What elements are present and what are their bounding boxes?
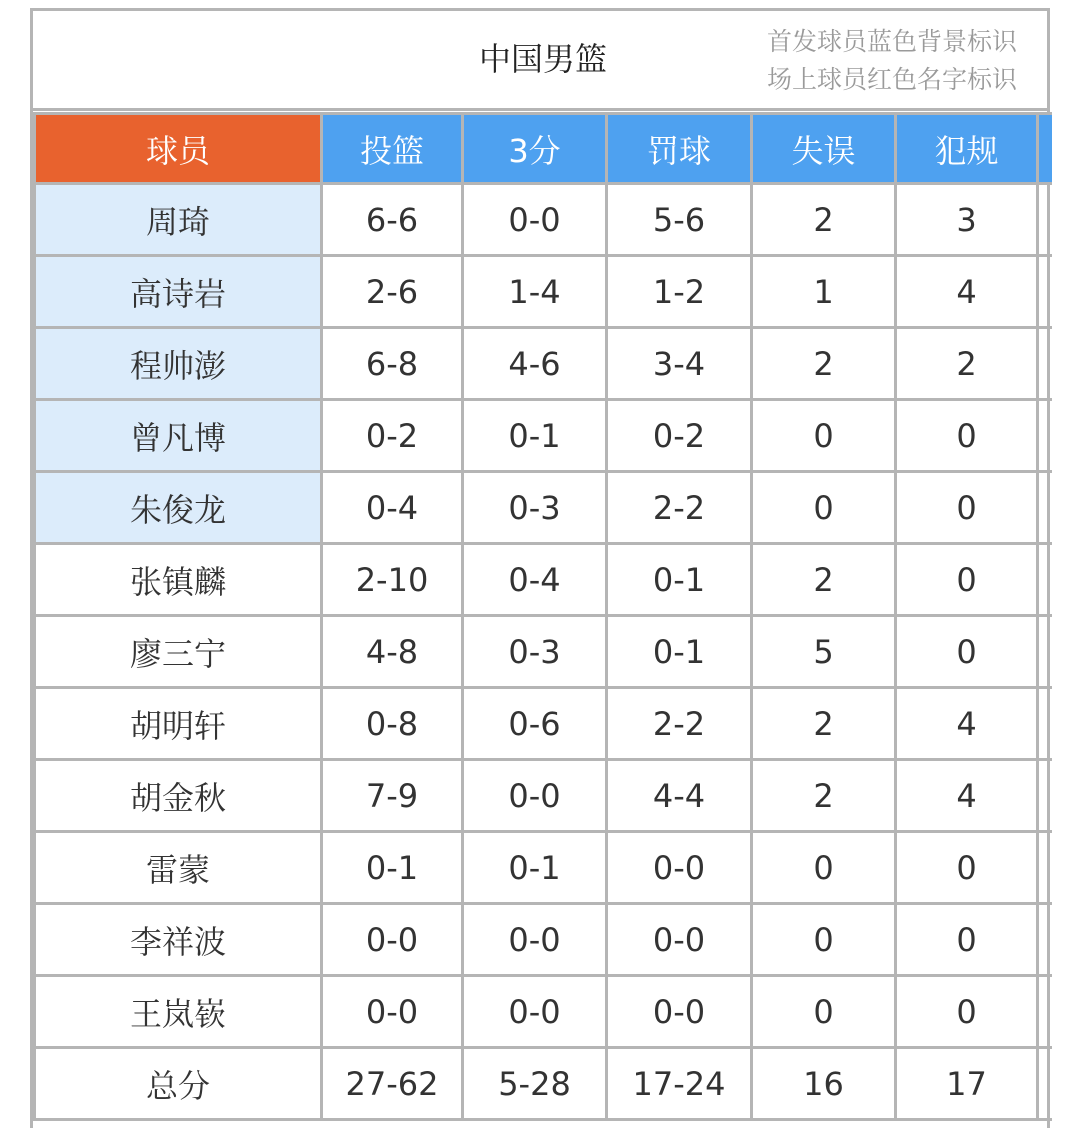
overflow-cell — [1038, 688, 1052, 760]
table-row — [35, 184, 1052, 256]
table-row — [35, 760, 1052, 832]
overflow-cell — [1038, 976, 1052, 1048]
ft-cell: 2-2 — [607, 688, 752, 760]
overflow-cell — [1038, 400, 1052, 472]
fg-cell: 7-9 — [322, 760, 463, 832]
turnovers-cell: 2 — [752, 328, 896, 400]
player-name-cell: 朱俊龙 — [35, 472, 322, 544]
fg-cell: 0-0 — [322, 904, 463, 976]
header-player: 球员 — [35, 114, 322, 184]
table-row — [35, 544, 1052, 616]
overflow-cell — [1038, 1048, 1052, 1120]
header-fouls: 犯规 — [896, 114, 1038, 184]
three-cell: 0-1 — [463, 400, 607, 472]
fouls-cell: 0 — [896, 400, 1038, 472]
fg-cell: 6-6 — [322, 184, 463, 256]
header-ft: 罚球 — [607, 114, 752, 184]
overflow-cell — [1038, 184, 1052, 256]
turnovers-cell: 0 — [752, 400, 896, 472]
legend-starter-note: 首发球员蓝色背景标识 — [766, 27, 1017, 56]
overflow-cell — [1038, 472, 1052, 544]
turnovers-cell: 2 — [752, 688, 896, 760]
fg-cell: 0-2 — [322, 400, 463, 472]
table-row — [35, 616, 1052, 688]
fg-cell: 2-6 — [322, 256, 463, 328]
stats-table — [33, 112, 1052, 1121]
ft-cell: 5-6 — [607, 184, 752, 256]
turnovers-cell: 0 — [752, 904, 896, 976]
table-row — [35, 976, 1052, 1048]
three-cell: 0-0 — [463, 184, 607, 256]
ft-cell: 0-1 — [607, 616, 752, 688]
player-name-cell: 张镇麟 — [35, 544, 322, 616]
ft-cell: 3-4 — [607, 328, 752, 400]
turnovers-cell: 2 — [752, 760, 896, 832]
fg-cell: 0-8 — [322, 688, 463, 760]
ft-cell: 4-4 — [607, 760, 752, 832]
fouls-cell: 4 — [896, 688, 1038, 760]
overflow-cell — [1038, 256, 1052, 328]
overflow-cell — [1038, 544, 1052, 616]
turnovers-cell: 2 — [752, 544, 896, 616]
table-row — [35, 832, 1052, 904]
header-turnovers: 失误 — [752, 114, 896, 184]
overflow-cell — [1038, 760, 1052, 832]
turnovers-cell: 1 — [752, 256, 896, 328]
player-name-cell: 高诗岩 — [35, 256, 322, 328]
fg-cell: 0-1 — [322, 832, 463, 904]
ft-cell: 0-1 — [607, 544, 752, 616]
fouls-cell: 0 — [896, 616, 1038, 688]
totals-row — [35, 1048, 1052, 1120]
fouls-cell: 0 — [896, 976, 1038, 1048]
header-three: 3分 — [463, 114, 607, 184]
totals-three-cell: 5-28 — [463, 1048, 607, 1120]
turnovers-cell: 0 — [752, 832, 896, 904]
totals-label-cell: 总分 — [35, 1048, 322, 1120]
header-row — [35, 114, 1052, 184]
three-cell: 0-3 — [463, 472, 607, 544]
turnovers-cell: 0 — [752, 472, 896, 544]
totals-ft-cell: 17-24 — [607, 1048, 752, 1120]
turnovers-cell: 0 — [752, 976, 896, 1048]
ft-cell: 1-2 — [607, 256, 752, 328]
legend-note — [767, 23, 1017, 99]
fouls-cell: 0 — [896, 472, 1038, 544]
ft-cell: 0-0 — [607, 832, 752, 904]
player-name-cell: 程帅澎 — [35, 328, 322, 400]
fouls-cell: 3 — [896, 184, 1038, 256]
fouls-cell: 4 — [896, 256, 1038, 328]
three-cell: 0-4 — [463, 544, 607, 616]
player-name-cell: 李祥波 — [35, 904, 322, 976]
table-row — [35, 256, 1052, 328]
team-title: 中国男篮 — [478, 40, 607, 78]
three-cell: 0-0 — [463, 976, 607, 1048]
turnovers-cell: 5 — [752, 616, 896, 688]
table-row — [35, 400, 1052, 472]
player-name-cell: 王岚嵚 — [35, 976, 322, 1048]
fg-cell: 0-0 — [322, 976, 463, 1048]
ft-cell: 0-0 — [607, 904, 752, 976]
table-row — [35, 472, 1052, 544]
table-row — [35, 688, 1052, 760]
turnovers-cell: 2 — [752, 184, 896, 256]
header-overflow — [1038, 114, 1052, 184]
fouls-cell: 0 — [896, 832, 1038, 904]
player-name-cell: 雷蒙 — [35, 832, 322, 904]
overflow-cell — [1038, 616, 1052, 688]
player-name-cell: 胡金秋 — [35, 760, 322, 832]
three-cell: 0-6 — [463, 688, 607, 760]
fouls-cell: 0 — [896, 544, 1038, 616]
totals-turnovers-cell: 16 — [752, 1048, 896, 1120]
fouls-cell: 4 — [896, 760, 1038, 832]
player-name-cell: 廖三宁 — [35, 616, 322, 688]
fouls-cell: 2 — [896, 328, 1038, 400]
fg-cell: 4-8 — [322, 616, 463, 688]
three-cell: 0-1 — [463, 832, 607, 904]
overflow-cell — [1038, 328, 1052, 400]
ft-cell: 0-2 — [607, 400, 752, 472]
title-bar — [33, 11, 1047, 111]
ft-cell: 0-0 — [607, 976, 752, 1048]
table-row — [35, 328, 1052, 400]
legend-oncourt-note: 场上球员红色名字标识 — [766, 65, 1017, 94]
three-cell: 4-6 — [463, 328, 607, 400]
fg-cell: 0-4 — [322, 472, 463, 544]
player-name-cell: 周琦 — [35, 184, 322, 256]
ft-cell: 2-2 — [607, 472, 752, 544]
player-name-cell: 胡明轩 — [35, 688, 322, 760]
fouls-cell: 0 — [896, 904, 1038, 976]
fg-cell: 6-8 — [322, 328, 463, 400]
header-fg: 投篮 — [322, 114, 463, 184]
three-cell: 0-3 — [463, 616, 607, 688]
totals-fouls-cell: 17 — [896, 1048, 1038, 1120]
three-cell: 0-0 — [463, 760, 607, 832]
three-cell: 1-4 — [463, 256, 607, 328]
fg-cell: 2-10 — [322, 544, 463, 616]
player-rows — [35, 184, 1052, 1120]
totals-fg-cell: 27-62 — [322, 1048, 463, 1120]
overflow-cell — [1038, 904, 1052, 976]
overflow-cell — [1038, 832, 1052, 904]
player-name-cell: 曾凡博 — [35, 400, 322, 472]
table-row — [35, 904, 1052, 976]
three-cell: 0-0 — [463, 904, 607, 976]
